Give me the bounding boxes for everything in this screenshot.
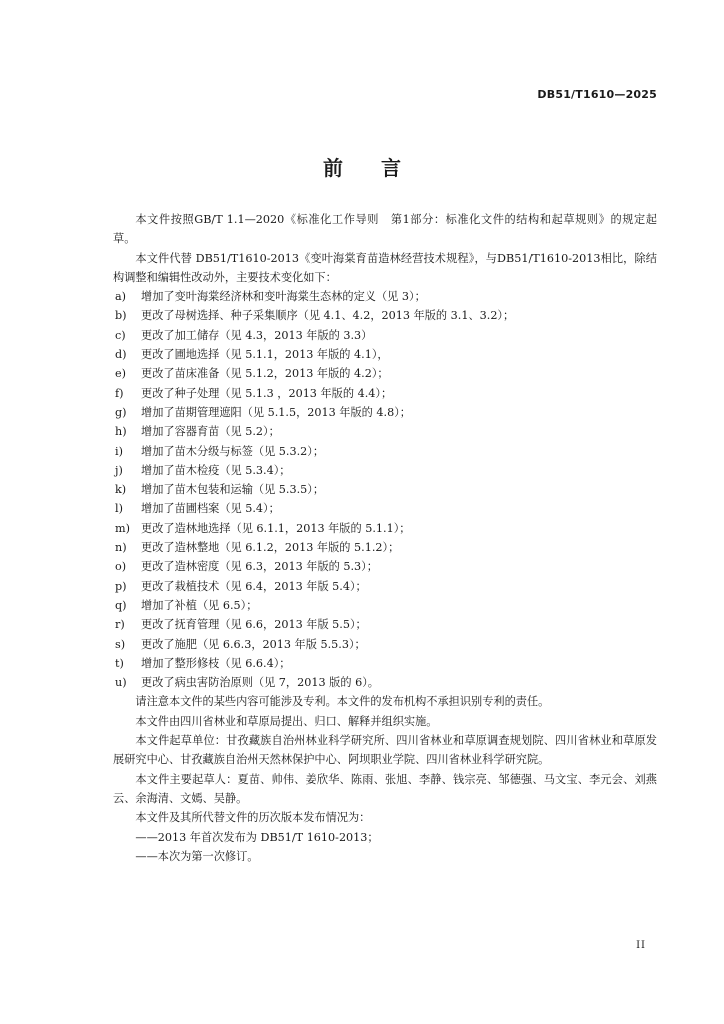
patent-notice: 请注意本文件的某些内容可能涉及专利。本文件的发布机构不承担识别专利的责任。 xyxy=(135,695,550,709)
change-item-marker: m) xyxy=(115,521,130,535)
change-item-text: 更改了加工储存（见 4.3，2013 年版的 3.3） xyxy=(141,328,373,342)
change-item xyxy=(113,403,657,422)
change-item-marker: u) xyxy=(115,676,127,690)
change-item-marker: l) xyxy=(115,502,123,516)
history-intro: 本文件及其所代替文件的历次版本发布情况为： xyxy=(135,811,371,825)
change-item-marker: k) xyxy=(115,483,127,497)
change-item-marker: g) xyxy=(115,405,127,419)
intro-paragraph-replacement: 本文件代替 DB51/T1610-2013《变叶海棠育苗造林经营技术规程》，与DB51/T1610-2013相比，除结构调整和编辑性改动外，主要技术变化如下： xyxy=(113,251,657,284)
change-item-marker: c) xyxy=(115,328,126,342)
change-item xyxy=(113,364,657,383)
change-item xyxy=(113,635,657,654)
change-item-text: 更改了圃地选择（见 5.1.1，2013 年版的 4.1）， xyxy=(141,348,389,362)
change-item-text: 更改了栽植技术（见 6.4，2013 年版 5.4）； xyxy=(141,579,367,593)
change-item-marker: j) xyxy=(115,463,123,477)
change-item-marker: n) xyxy=(115,541,127,555)
history-item: ——2013 年首次发布为 DB51/T 1610-2013； xyxy=(135,830,379,844)
change-item-text: 更改了造林地选择（见 6.1.1，2013 年版的 5.1.1）； xyxy=(141,521,411,535)
change-item xyxy=(113,461,657,480)
change-item xyxy=(113,577,657,596)
change-item xyxy=(113,596,657,615)
change-item xyxy=(113,499,657,518)
change-item-marker: h) xyxy=(115,425,127,439)
version-history-list xyxy=(113,828,657,867)
change-item xyxy=(113,384,657,403)
change-item-marker: t) xyxy=(115,656,124,670)
change-item xyxy=(113,287,657,306)
change-item xyxy=(113,345,657,364)
page-title: 前言 xyxy=(323,156,439,180)
change-item-text: 增加了苗木检疫（见 5.3.4）； xyxy=(141,463,291,477)
change-item xyxy=(113,538,657,557)
change-item-text: 更改了种子处理（见 5.1.3 ，2013 年版的 4.4）； xyxy=(141,386,393,400)
change-item-marker: p) xyxy=(115,579,127,593)
change-item-text: 更改了造林密度（见 6.3，2013 年版的 5.3）； xyxy=(141,560,378,574)
change-item-text: 更改了施肥（见 6.6.3，2013 年版 5.5.3）； xyxy=(141,637,366,651)
change-item-text: 增加了苗期管理遮阳（见 5.1.5，2013 年版的 4.8）； xyxy=(141,405,411,419)
change-item xyxy=(113,442,657,461)
change-item-text: 增加了变叶海棠经济林和变叶海棠生态林的定义（见 3）； xyxy=(141,290,426,304)
change-item-marker: o) xyxy=(115,560,127,574)
proposer-statement: 本文件由四川省林业和草原局提出、归口、解释并组织实施。 xyxy=(135,714,438,728)
change-item-text: 增加了苗木包装和运输（见 5.3.5）； xyxy=(141,483,325,497)
technical-changes-list xyxy=(113,287,657,692)
change-item xyxy=(113,615,657,634)
intro-paragraph-drafting-rules: 本文件按照GB/T 1.1—2020《标准化工作导则 第1部分：标准化文件的结构和起草规则》的规定起草。 xyxy=(113,213,657,246)
change-item xyxy=(113,557,657,576)
change-item xyxy=(113,480,657,499)
change-item-marker: r) xyxy=(115,618,125,632)
change-item-text: 增加了容器育苗（见 5.2）； xyxy=(141,425,280,439)
change-item-marker: s) xyxy=(115,637,126,651)
change-item-text: 增加了整形修枝（见 6.6.4）； xyxy=(141,656,291,670)
change-item xyxy=(113,673,657,692)
change-item-text: 更改了抚育管理（见 6.6，2013 年版 5.5）； xyxy=(141,618,367,632)
drafting-units: 本文件起草单位：甘孜藏族自治州林业科学研究所、四川省林业和草原调查规划院、四川省林业和草原发展研究中心、甘孜藏族自治州天然林保护中心、阿坝职业学院、四川省林业科学研究院。 xyxy=(113,734,657,767)
change-item-marker: q) xyxy=(115,598,127,612)
change-item-marker: d) xyxy=(115,348,127,362)
change-item xyxy=(113,654,657,673)
change-item-marker: f) xyxy=(115,386,124,400)
change-item-marker: i) xyxy=(115,444,123,458)
change-item-text: 更改了母树选择、种子采集顺序（见 4.1、4.2，2013 年版的 3.1、3.2）； xyxy=(141,309,515,323)
foreword-body xyxy=(113,210,657,866)
change-item-text: 更改了病虫害防治原则（见 7，2013 版的 6）。 xyxy=(141,676,379,690)
change-item-text: 增加了苗圃档案（见 5.4）； xyxy=(141,502,280,516)
change-item-text: 更改了造林整地（见 6.1.2，2013 年版的 5.1.2）； xyxy=(141,541,400,555)
page-number: II xyxy=(636,940,646,951)
change-item-text: 增加了苗木分级与标签（见 5.3.2）； xyxy=(141,444,325,458)
change-item xyxy=(113,422,657,441)
change-item xyxy=(113,519,657,538)
drafters: 本文件主要起草人：夏苗、帅伟、姜欣华、陈雨、张旭、李静、钱宗亮、邹德强、马文宝、李元会、刘燕云、余海清、文嫣、吴静。 xyxy=(113,772,657,805)
change-item-marker: e) xyxy=(115,367,126,381)
history-item: ——本次为第一次修订。 xyxy=(135,849,259,863)
change-item-marker: b) xyxy=(115,309,127,323)
document-code: DB51/T1610—2025 xyxy=(537,88,657,101)
change-item xyxy=(113,326,657,345)
change-item-text: 增加了补植（见 6.5）； xyxy=(141,598,258,612)
change-item-text: 更改了苗床准备（见 5.1.2，2013 年版的 4.2）； xyxy=(141,367,389,381)
change-item-marker: a) xyxy=(115,290,127,304)
change-item xyxy=(113,306,657,325)
